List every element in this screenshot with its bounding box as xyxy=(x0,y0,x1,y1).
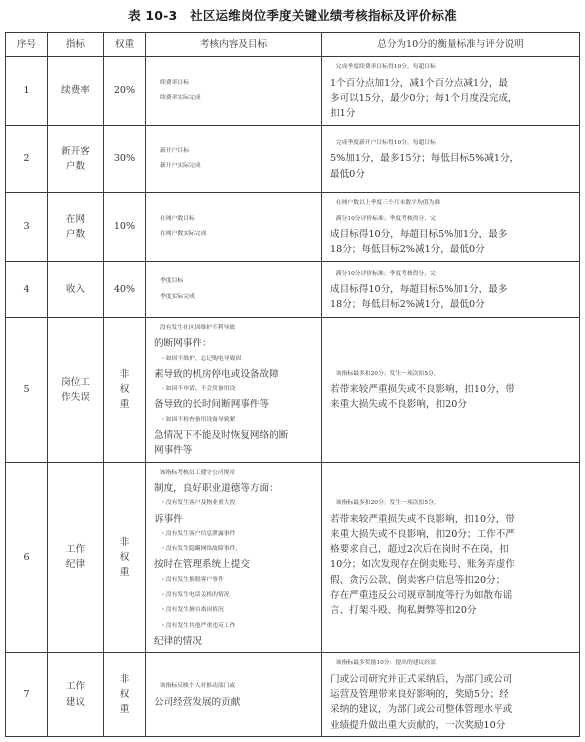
indicator-line: 工作 xyxy=(65,544,86,556)
content-line: 按时在管理系统上提交 xyxy=(154,559,250,571)
content-line: 该指标反映个人对推动部门或 xyxy=(159,683,236,690)
header-rule: 总分为10分的衡量标准与评分说明 xyxy=(322,33,580,57)
content-line: ・没有发生客户信息泄露事件 xyxy=(160,530,236,537)
weight-cell: 20% xyxy=(104,57,146,126)
rule-line: 门或公司研究并正式采纳后，为部门或公司 xyxy=(330,673,513,685)
rule-line: 18分；每低目标2%减1分，最低0分 xyxy=(330,244,485,256)
content-line: 在网户数实际完成 xyxy=(160,231,207,237)
content-line: 公司经营发展的贡献 xyxy=(154,696,241,708)
rule-line: 采纳的建议，为部门或公司整体管理水平或 xyxy=(330,704,513,716)
rule-line: 成目标得10分，每超目标5%加1分，最多 xyxy=(330,283,508,295)
content-line: 新开户实际完成 xyxy=(160,163,201,169)
indicator-line: 新开客 xyxy=(61,145,90,157)
content-line: 季度目标 xyxy=(160,278,184,285)
row-number: 7 xyxy=(6,653,48,737)
weight-vertical: 非权重 xyxy=(119,536,130,578)
rule-line: 10分；如次发现存在倒卖账号、账务弄虚作 xyxy=(330,559,515,571)
table-row xyxy=(6,262,580,318)
rule-line: 5%加1分，最多15分；每低目标5%减1分， xyxy=(330,153,520,165)
content-line: 备导致的长时间断网事件等 xyxy=(154,399,270,411)
weight-vertical: 非权重 xyxy=(119,369,130,411)
content-line: 在网户数目标 xyxy=(160,215,195,222)
rule-line: 满分10分评价标准；季度考核得分，完 xyxy=(335,215,436,222)
rule-line: 若带来较严重损失或不良影响，扣10分，带 xyxy=(330,384,515,396)
weight-cell xyxy=(104,462,146,653)
rule-line: 假、贪污公款、倒卖客户信息等扣20分； xyxy=(330,574,506,586)
indicator-line: 工作 xyxy=(65,681,86,693)
indicator-line: 建议 xyxy=(65,696,86,708)
content-line: 的断网事件： xyxy=(154,338,212,350)
indicator-cell xyxy=(48,262,104,318)
rule-line: 18分；每低目标2%减1分，最低0分 xyxy=(330,299,485,311)
content-cell xyxy=(146,126,322,193)
rule-line: 扣1分 xyxy=(330,108,356,120)
rule-line: 该指标最多扣20分；发生一项次扣5分， xyxy=(335,500,440,507)
rule-line: 业绩提升做出重大贡献的，一次奖励10分 xyxy=(330,719,506,731)
rule-line: 在网户数以上季度三个月末数平均值为准 xyxy=(335,200,441,207)
rule-line: 来重大损失或不良影响，扣20分；工作不严 xyxy=(330,528,515,540)
rule-line: 该指标最多扣20分；发生一项次扣5分， xyxy=(335,370,440,377)
table-row xyxy=(6,57,580,126)
rule-line: 完成季度续费率目标得10分，每超目标 xyxy=(335,64,436,71)
indicator-line: 户数 xyxy=(65,161,86,172)
content-cell xyxy=(146,653,322,737)
kpi-table xyxy=(5,32,580,737)
rule-line: 来重大损失或不良影响，扣20分 xyxy=(330,399,467,411)
table-title: 表 10-3 社区运维岗位季度关键业绩考核指标及评价标准 xyxy=(128,8,457,23)
weight-cell: 40% xyxy=(104,262,146,318)
content-line: ・没有发生擅自离岗情况 xyxy=(160,607,224,614)
content-line: ・没有发生其他严重违反工作 xyxy=(160,622,236,629)
content-line: 新开户目标 xyxy=(160,147,189,154)
weight-cell: 30% xyxy=(104,126,146,193)
content-cell xyxy=(146,193,322,262)
content-cell xyxy=(146,318,322,463)
header-row xyxy=(6,33,580,57)
rule-line: 最低0分 xyxy=(330,168,365,180)
content-line: ・如因不申请、不会用备用设 xyxy=(160,386,236,393)
indicator-cell xyxy=(48,318,104,463)
rule-line: 成目标得10分，每超目标5%加1分，最多 xyxy=(330,229,508,240)
indicator-line: 纪律 xyxy=(65,559,86,571)
content-line: 素导致的机房停电或设备故障 xyxy=(154,368,279,380)
indicator-line: 在网 xyxy=(65,213,86,225)
rule-line: 存在严重违反公司规章制度等行为如散布谣 xyxy=(330,590,513,602)
header-no: 序号 xyxy=(6,33,48,57)
content-line: 纪律的情况 xyxy=(154,635,202,647)
indicator-cell xyxy=(48,193,104,262)
content-line: 网事件等 xyxy=(154,445,193,457)
rule-line: 言、打架斗殴、徇私舞弊等扣20分 xyxy=(330,605,477,617)
content-line: ・如因不维护，忘记购电导致因 xyxy=(160,355,242,362)
rule-line: 运营及管理带来良好影响的，奖励5分；经 xyxy=(330,689,509,701)
rule-cell xyxy=(322,262,580,318)
weight-vertical: 非权重 xyxy=(119,674,130,716)
header-weight: 权重 xyxy=(104,33,146,57)
content-line: 该指标考核员工遵守公司规章 xyxy=(159,469,236,476)
content-cell xyxy=(146,462,322,653)
content-line: 急情况下不能及时恢复网络的断 xyxy=(154,430,289,442)
rule-cell xyxy=(322,193,580,262)
table-row xyxy=(6,126,580,193)
content-line: 诉事件 xyxy=(154,513,183,525)
indicator-line: 续费率 xyxy=(61,85,90,97)
weight-cell: 10% xyxy=(104,193,146,262)
content-line: ・没有发生客户及物业重大投 xyxy=(160,500,236,507)
weight-cell xyxy=(104,653,146,737)
indicator-cell xyxy=(48,653,104,737)
table-row xyxy=(6,462,580,653)
table-row xyxy=(6,653,580,737)
row-number: 6 xyxy=(6,462,48,653)
content-line: 续费率目标 xyxy=(160,79,189,86)
rule-line: 满分10分评价标准；季度考核得分，完 xyxy=(335,270,436,277)
rule-line: 该指标最多奖励10分：提出的建议经部 xyxy=(335,660,436,667)
content-line: ・没有发生隐瞒网络故障事件， xyxy=(160,546,242,553)
header-indicator: 指标 xyxy=(48,33,104,57)
indicator-cell xyxy=(48,126,104,193)
indicator-line: 作失误 xyxy=(61,391,90,403)
row-number: 1 xyxy=(6,57,48,126)
indicator-line: 收入 xyxy=(65,283,86,295)
rule-line: 多可以15分，最少0分；每1个月度没完成， xyxy=(330,93,518,104)
rule-cell xyxy=(322,653,580,737)
indicator-cell xyxy=(48,57,104,126)
row-number: 4 xyxy=(6,262,48,318)
weight-cell xyxy=(104,318,146,463)
content-line: ・如因不检查备用设备导致紧 xyxy=(160,416,236,423)
content-line: ・没有发生电话关机的情况 xyxy=(160,592,230,599)
content-line: 没有发生社区因维护不利导致 xyxy=(159,325,236,331)
rule-line: 格要求自己，超过2次后在岗时不在岗，扣 xyxy=(330,544,509,556)
rule-line: 完成季度新开户目标得10分，每超目标 xyxy=(335,140,436,147)
indicator-line: 岗位工 xyxy=(61,376,90,388)
rule-cell xyxy=(322,57,580,126)
content-cell xyxy=(146,57,322,126)
content-line: 制度，良好职业道德等方面： xyxy=(154,482,279,494)
rule-cell xyxy=(322,318,580,463)
row-number: 5 xyxy=(6,318,48,463)
table-row xyxy=(6,318,580,463)
row-number: 2 xyxy=(6,126,48,193)
content-line: 季度实际完成 xyxy=(160,293,195,300)
table-row xyxy=(6,193,580,262)
rule-cell xyxy=(322,126,580,193)
rule-cell xyxy=(322,462,580,653)
rule-line: 若带来较严重损失或不良影响，扣10分，带 xyxy=(330,513,515,525)
content-cell xyxy=(146,262,322,318)
content-line: 续费率实际完成 xyxy=(160,95,201,101)
rule-line: 1个百分点加1分，减1个百分点减1分，最 xyxy=(330,77,508,89)
content-line: ・没有发生推脱客户事件 xyxy=(160,576,224,583)
indicator-cell xyxy=(48,462,104,653)
header-content: 考核内容及目标 xyxy=(146,33,322,57)
row-number: 3 xyxy=(6,193,48,262)
indicator-line: 户数 xyxy=(65,229,86,240)
